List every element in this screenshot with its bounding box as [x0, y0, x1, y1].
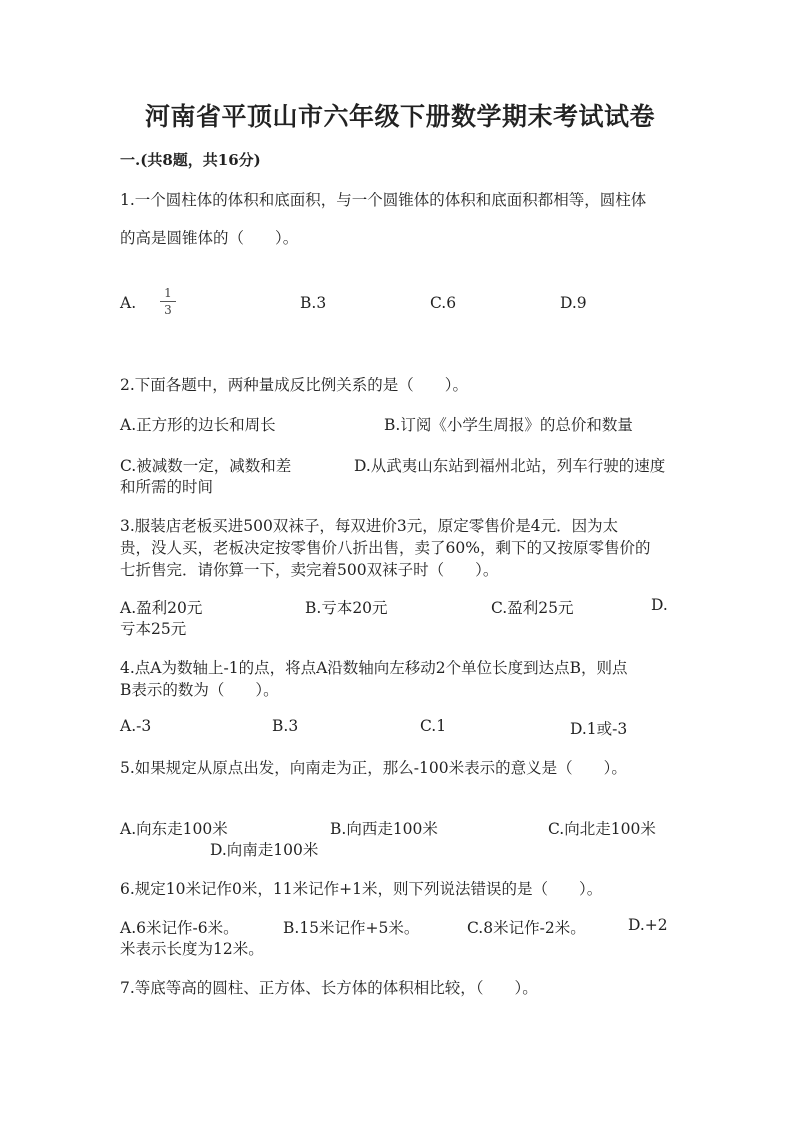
question-1-option-a-label: A. — [120, 294, 137, 312]
question-3-line-2: 贵，没人买，老板决定按零售价八折出售，卖了60%，剩下的又按原零售价的 — [120, 539, 651, 557]
question-1-option-d: D.9 — [560, 294, 587, 312]
question-3-option-b: B.亏本20元 — [305, 599, 388, 617]
question-3-option-a: A.盈利20元 — [120, 599, 203, 617]
question-6-option-a: A.6米记作-6米。 — [120, 919, 239, 937]
question-6-option-c: C.8米记作-2米。 — [467, 919, 586, 937]
question-2-option-d-line-1: D.从武夷山东站到福州北站，列车行驶的速度 — [354, 457, 666, 475]
fraction-bar — [160, 301, 176, 302]
fraction-numerator: 1 — [164, 286, 172, 300]
question-1-option-b: B.3 — [300, 294, 327, 312]
question-5-option-d: D.向南走100米 — [210, 841, 319, 859]
question-3-option-c: C.盈利25元 — [491, 599, 574, 617]
fraction-one-third — [160, 286, 176, 317]
question-4-option-b: B.3 — [272, 717, 299, 735]
question-4-option-c: C.1 — [420, 717, 447, 735]
question-4-option-a: A.-3 — [120, 717, 152, 735]
question-1-line-2: 的高是圆锥体的（ ）。 — [120, 229, 299, 247]
question-3-option-d-label: D. — [651, 596, 668, 614]
question-5-line-1: 5.如果规定从原点出发，向南走为正，那么-100米表示的意义是（ ）。 — [120, 759, 627, 777]
question-6-option-d-text: 米表示长度为12米。 — [120, 940, 264, 958]
question-4-option-d: D.1或-3 — [570, 720, 628, 738]
question-3-line-3: 七折售完．请你算一下，卖完着500双袜子时（ ）。 — [120, 561, 499, 579]
question-7-line-1: 7.等底等高的圆柱、正方体、长方体的体积相比较，（ ）。 — [120, 979, 538, 997]
question-5-option-b: B.向西走100米 — [330, 820, 438, 838]
section-header: 一.(共8题，共16分) — [120, 151, 261, 169]
question-6-line-1: 6.规定10米记作0米，11米记作+1米，则下列说法错误的是（ ）。 — [120, 880, 603, 898]
question-3-line-1: 3.服装店老板买进500双袜子，每双进价3元，原定零售价是4元．因为太 — [120, 517, 619, 535]
question-2-option-a: A.正方形的边长和周长 — [120, 416, 276, 434]
question-1-line-1: 1.一个圆柱体的体积和底面积，与一个圆锥体的体积和底面积都相等，圆柱体 — [120, 191, 647, 209]
question-5-option-a: A.向东走100米 — [120, 820, 228, 838]
question-6-option-d-label: D.+2 — [628, 916, 668, 934]
question-4-line-1: 4.点A为数轴上-1的点，将点A沿数轴向左移动2个单位长度到达点B，则点 — [120, 659, 628, 677]
question-1-option-c: C.6 — [430, 294, 457, 312]
question-6-option-b: B.15米记作+5米。 — [283, 919, 420, 937]
question-4-line-2: B表示的数为（ ）。 — [120, 681, 279, 699]
question-5-option-c: C.向北走100米 — [548, 820, 656, 838]
question-3-option-d-text: 亏本25元 — [120, 620, 187, 638]
question-2-option-d-line-2: 和所需的时间 — [120, 478, 214, 496]
page-title: 河南省平顶山市六年级下册数学期末考试试卷 — [144, 102, 655, 131]
question-2-option-b: B.订阅《小学生周报》的总价和数量 — [384, 416, 633, 434]
question-2-line-1: 2.下面各题中，两种量成反比例关系的是（ ）。 — [120, 376, 469, 394]
question-2-option-c: C.被减数一定，减数和差 — [120, 457, 292, 475]
fraction-denominator: 3 — [164, 303, 172, 317]
